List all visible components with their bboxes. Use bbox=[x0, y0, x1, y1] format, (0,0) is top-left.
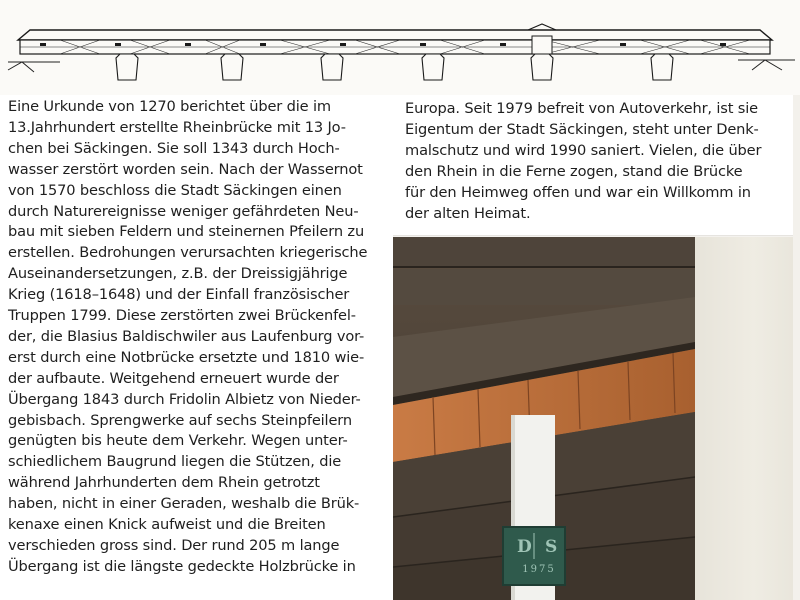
plaque-letter-left: D bbox=[517, 537, 532, 557]
left-text-line: genügten bis heute dem Verkehr. Wegen unter- bbox=[8, 432, 348, 450]
left-text-column bbox=[0, 95, 393, 600]
right-text-line: für den Heimweg offen und war ein Willkomm in bbox=[405, 183, 751, 201]
left-text-line: schiedlichem Baugrund liegen die Stützen, die bbox=[8, 453, 342, 471]
left-text-line: 13.Jahrhundert erstellte Rheinbrücke mit 13 Jo- bbox=[8, 118, 346, 136]
left-text-line: erstellen. Bedrohungen verursachten kriegerische bbox=[8, 244, 368, 262]
left-text-line: bau mit sieben Feldern und steinernen Pfeilern zu bbox=[8, 223, 365, 241]
left-text-line: Übergang ist die längste gedeckte Holzbrücke in bbox=[8, 557, 356, 575]
left-text-line: Eine Urkunde von 1270 berichtet über die im bbox=[8, 98, 331, 115]
left-text-line: haben, nicht in einer Geraden, weshalb die Brük- bbox=[8, 495, 360, 513]
left-text-line: von 1570 beschloss die Stadt Säckingen einen bbox=[8, 181, 342, 199]
left-text-line: der, die Blasius Baldischwiler aus Laufenburg vor- bbox=[8, 327, 365, 345]
left-text-line: chen bei Säckingen. Sie soll 1343 durch Hoch- bbox=[8, 139, 340, 157]
right-text-line: der alten Heimat. bbox=[405, 204, 531, 222]
right-text-line: Europa. Seit 1979 befreit von Autoverkehr, ist sie bbox=[405, 100, 758, 117]
left-text-line: wasser zerstört worden sein. Nach der Wassernot bbox=[8, 160, 363, 178]
wall-background bbox=[695, 237, 793, 600]
bridge-interior-photo bbox=[393, 237, 695, 600]
photo-wood-beams bbox=[393, 237, 695, 600]
left-text-line: während Jahrhunderten dem Rhein getrotzt bbox=[8, 474, 320, 492]
left-text-line: gebisbach. Sprengwerke auf sechs Steinpfeilern bbox=[8, 411, 352, 429]
page-edge bbox=[793, 95, 800, 600]
left-text-line: Krieg (1618–1648) und der Einfall französischer bbox=[8, 286, 350, 304]
plaque-letter-right: S bbox=[545, 537, 558, 557]
right-text-line: Eigentum der Stadt Säckingen, steht unter Denk- bbox=[405, 120, 759, 138]
left-text-line: durch Naturereignisse weniger gefährdeten Neu- bbox=[8, 202, 359, 220]
left-text-line: erst durch eine Notbrücke ersetzte und 1810 wie- bbox=[8, 348, 365, 366]
left-text-line: verschieden gross sind. Der rund 205 m lange bbox=[8, 536, 340, 554]
left-text-line: der aufbaute. Weitgehend erneuert wurde der bbox=[8, 369, 339, 387]
bridge-illustration bbox=[0, 0, 800, 95]
bridge-drawing bbox=[0, 0, 800, 95]
left-text-line: Auseinandersetzungen, z.B. der Dreissigjährige bbox=[8, 265, 348, 283]
cut-off-line bbox=[405, 95, 785, 98]
plaque-year: 1975 bbox=[522, 564, 556, 575]
left-text-line: Übergang 1843 durch Fridolin Albietz von Nieder- bbox=[8, 390, 361, 408]
left-text-line: Truppen 1799. Diese zerstörten zwei Brückenfel- bbox=[8, 307, 356, 324]
right-text-line: den Rhein in die Ferne zogen, stand die Brücke bbox=[405, 162, 743, 180]
left-text-line: kenaxe einen Knick aufweist und die Breiten bbox=[8, 516, 326, 533]
right-text-line: malschutz und wird 1990 saniert. Vielen, die über bbox=[405, 141, 762, 159]
right-text-column bbox=[393, 95, 793, 236]
